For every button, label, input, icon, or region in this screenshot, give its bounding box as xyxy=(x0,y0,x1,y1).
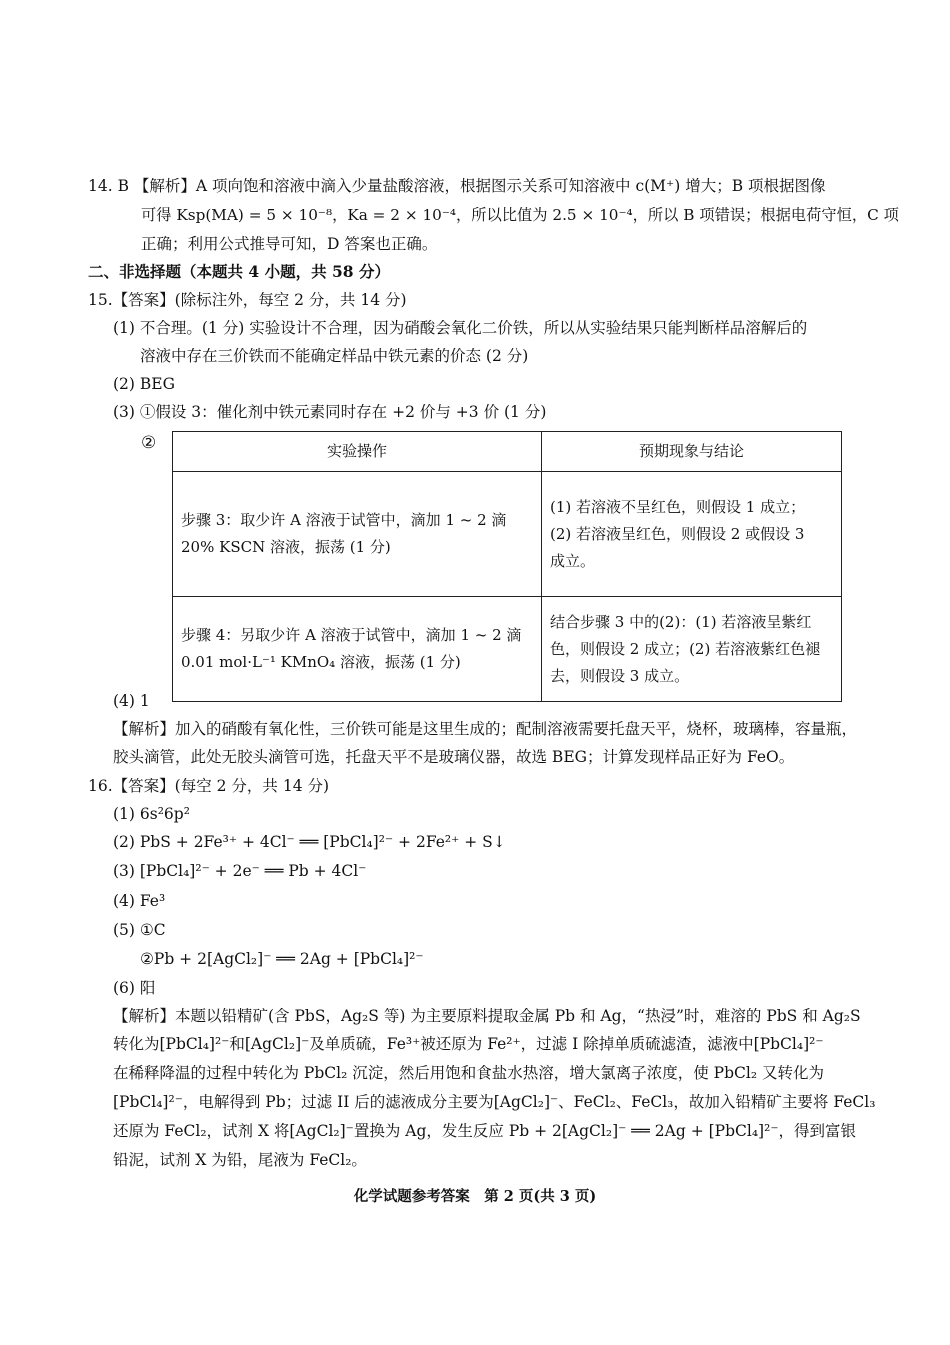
step4-res-line-1: 结合步骤 3 中的(2)：(1) 若溶液呈紫红 xyxy=(550,612,812,631)
q16-explanation-line-6: 铅泥，试剂 X 为铅，尾液为 FeCl₂。 xyxy=(113,1151,367,1169)
section-heading: 二、非选择题（本题共 4 小题，共 58 分） xyxy=(88,262,390,281)
q16-explanation-line-3: 在稀释降温的过程中转化为 PbCl₂ 沉淀，然后用饱和食盐水热溶，增大氯离子浓度，使 PbCl₂ 又转化为 xyxy=(113,1064,824,1082)
table-header-row xyxy=(173,432,842,472)
step4-operation xyxy=(173,597,542,702)
q16-part6: (6) 阳 xyxy=(113,979,156,997)
q15-part2: (2) BEG xyxy=(113,375,175,393)
q16-explanation-line-2: 转化为[PbCl₄]²⁻和[AgCl₂]⁻及单质硫，Fe³⁺被还原为 Fe²⁺，过滤 I 除掉单质硫滤渣，滤液中[PbCl₄]²⁻ xyxy=(113,1035,824,1053)
step4-result xyxy=(542,597,842,702)
q16-explanation-line-1: 【解析】本题以铅精矿(含 PbS，Ag₂S 等) 为主要原料提取金属 Pb 和 Ag，“热浸”时，难溶的 PbS 和 Ag₂S xyxy=(113,1007,861,1025)
step4-op-line-2: 0.01 mol·L⁻¹ KMnO₄ 溶液，振荡 (1 分) xyxy=(181,653,461,671)
page-footer: 化学试题参考答案 第 2 页(共 3 页) xyxy=(353,1188,597,1205)
q15-explanation-line-2: 胶头滴管，此处无胶头滴管可选，托盘天平不是玻璃仪器，故选 BEG；计算发现样品正好为 FeO。 xyxy=(113,748,795,766)
q16-explanation-line-5: 还原为 FeCl₂，试剂 X 将[AgCl₂]⁻置换为 Ag，发生反应 Pb + 2[AgCl₂]⁻ ══ 2Ag + [PbCl₄]²⁻，得到富银 xyxy=(113,1122,857,1140)
q16-part5-2: ②Pb + 2[AgCl₂]⁻ ══ 2Ag + [PbCl₄]²⁻ xyxy=(140,950,424,968)
q16-explanation-line-4: [PbCl₄]²⁻，电解得到 Pb；过滤 II 后的滤液成分主要为[AgCl₂]⁻、FeCl₂、FeCl₃，故加入铅精矿主要将 FeCl₃ xyxy=(113,1093,876,1111)
step4-res-line-3: 去，则假设 3 成立。 xyxy=(550,666,690,685)
step3-op-line-1: 步骤 3：取少许 A 溶液于试管中，滴加 1 ~ 2 滴 xyxy=(181,511,507,529)
table-header-result: 预期现象与结论 xyxy=(542,432,842,472)
q14-line-3: 正确；利用公式推导可知，D 答案也正确。 xyxy=(141,235,438,253)
step4-res-line-2: 色，则假设 2 成立；(2) 若溶液紫红色褪 xyxy=(550,639,821,658)
q16-part1: (1) 6s²6p² xyxy=(113,805,190,823)
step3-operation xyxy=(173,472,542,597)
step3-op-line-2: 20% KSCN 溶液，振荡 (1 分) xyxy=(181,538,391,556)
step4-op-line-1: 步骤 4：另取少许 A 溶液于试管中，滴加 1 ~ 2 滴 xyxy=(181,626,522,644)
experiment-table xyxy=(172,431,842,702)
q15-explanation-line-1: 【解析】加入的硝酸有氧化性，三价铁可能是这里生成的；配制溶液需要托盘天平，烧杯，玻璃棒，容量瓶， xyxy=(113,720,858,738)
q16-part4: (4) Fe³ xyxy=(113,892,166,910)
q15-part1-line-2: 溶液中存在三价铁而不能确定样品中铁元素的价态 (2 分) xyxy=(140,347,529,365)
table-row xyxy=(173,597,842,702)
step3-res-line-3: 成立。 xyxy=(550,551,596,570)
q16-part5: (5) ①C xyxy=(113,921,166,939)
step3-res-line-2: (2) 若溶液呈红色，则假设 2 或假设 3 xyxy=(550,524,805,543)
table-header-operation: 实验操作 xyxy=(173,432,542,472)
q15-part4: (4) 1 xyxy=(113,692,150,710)
q15-part1-line-1: (1) 不合理。(1 分) 实验设计不合理，因为硝酸会氧化二价铁，所以从实验结果只能判断样品溶解后的 xyxy=(113,319,808,337)
q14-line-1: 14. B 【解析】A 项向饱和溶液中滴入少量盐酸溶液，根据图示关系可知溶液中 c(M⁺) 增大；B 项根据图像 xyxy=(88,177,826,195)
q15-header: 15.【答案】(除标注外，每空 2 分，共 14 分) xyxy=(88,291,407,309)
step3-res-line-1: (1) 若溶液不呈红色，则假设 1 成立； xyxy=(550,497,806,516)
table-row xyxy=(173,472,842,597)
q16-part2: (2) PbS + 2Fe³⁺ + 4Cl⁻ ══ [PbCl₄]²⁻ + 2Fe²⁺ + S↓ xyxy=(113,833,506,851)
q15-part3: (3) ①假设 3：催化剂中铁元素同时存在 +2 价与 +3 价 (1 分) xyxy=(113,403,547,421)
q16-part3: (3) [PbCl₄]²⁻ + 2e⁻ ══ Pb + 4Cl⁻ xyxy=(113,862,367,880)
q15-circle-2: ② xyxy=(141,433,157,453)
q14-line-2: 可得 Ksp(MA) = 5 × 10⁻⁸，Ka = 2 × 10⁻⁴，所以比值为 2.5 × 10⁻⁴，所以 B 项错误；根据电荷守恒，C 项 xyxy=(141,206,899,224)
q16-header: 16.【答案】(每空 2 分，共 14 分) xyxy=(88,777,330,795)
step3-result xyxy=(542,472,842,597)
